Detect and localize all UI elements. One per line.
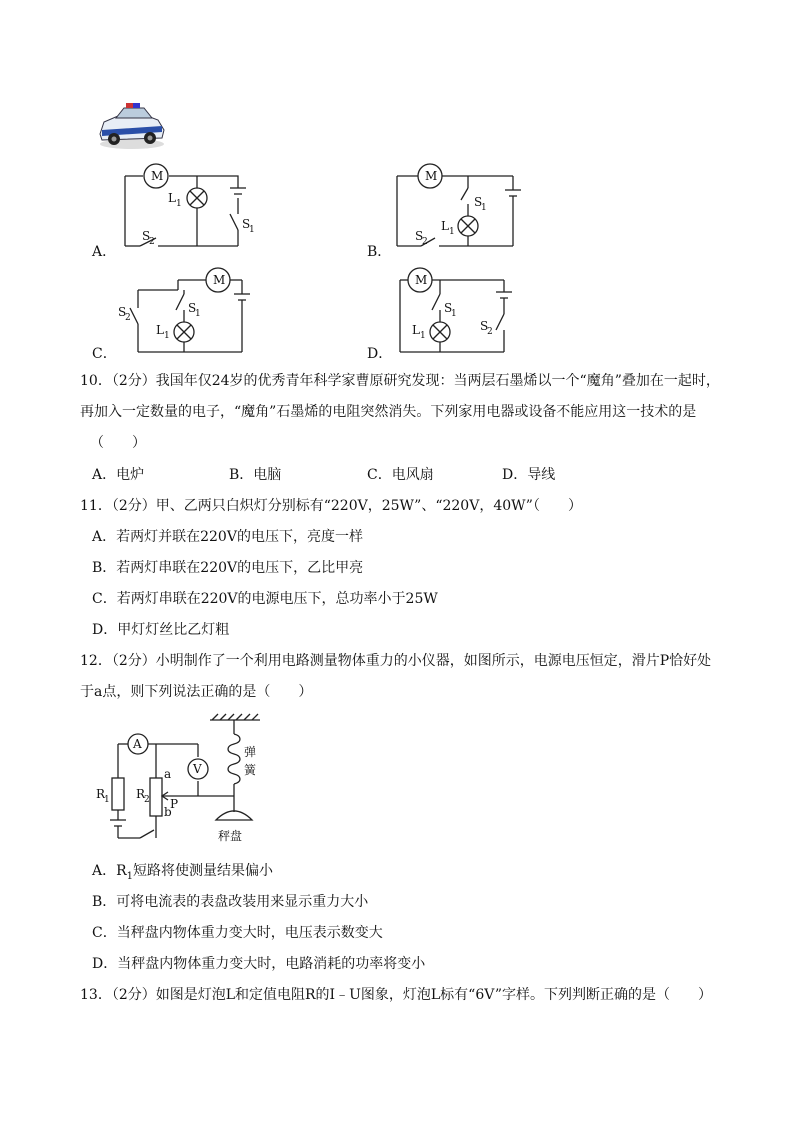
svg-text:S: S xyxy=(415,229,424,243)
option-c-label: C． xyxy=(92,346,117,362)
svg-text:1: 1 xyxy=(420,331,426,341)
q10-stem-line2: 再加入一定数量的电子，“魔角”石墨烯的电阻突然消失。下列家用电器或设备不能应用这一技术的是 xyxy=(80,404,697,420)
circuit-diagram-c xyxy=(118,264,248,356)
q12-option-d[interactable]: D．当秤盘内物体重力变大时，电路消耗的功率将变小 xyxy=(92,956,426,972)
q11-option-b[interactable]: B．若两灯串联在220V的电压下，乙比甲亮 xyxy=(92,560,364,576)
svg-text:L: L xyxy=(441,219,449,233)
svg-text:1: 1 xyxy=(449,227,455,237)
svg-text:R: R xyxy=(96,787,106,801)
police-car-image xyxy=(96,96,168,152)
q10-stem-line3: （ ） xyxy=(90,435,146,451)
svg-text:2: 2 xyxy=(487,327,493,337)
q11-option-d[interactable]: D．甲灯灯丝比乙灯粗 xyxy=(92,622,230,638)
svg-text:簧: 簧 xyxy=(244,763,257,777)
svg-text:S: S xyxy=(118,305,127,319)
q12-circuit-diagram xyxy=(96,714,276,850)
svg-text:1: 1 xyxy=(176,199,182,209)
q10-stem-line1: 10．（2分）我国年仅24岁的优秀青年科学家曹原研究发现：当两层石墨烯以一个“魔角”叠加在一起时， xyxy=(80,373,720,389)
svg-text:S: S xyxy=(188,301,197,315)
svg-text:弹: 弹 xyxy=(244,745,257,759)
svg-text:M: M xyxy=(213,273,226,287)
circuit-diagram-d xyxy=(398,264,518,356)
q13-stem: 13．（2分）如图是灯泡L和定值电阻R的I﹣U图象，灯泡L标有“6V”字样。下列判断正确的是（ ） xyxy=(80,987,713,1003)
svg-text:秤盘: 秤盘 xyxy=(218,829,243,843)
svg-text:1: 1 xyxy=(195,309,201,319)
q11-option-a[interactable]: A．若两灯并联在220V的电压下，亮度一样 xyxy=(92,529,363,545)
svg-text:L: L xyxy=(156,323,164,337)
svg-text:A: A xyxy=(133,737,142,751)
q12-option-a[interactable] xyxy=(92,861,273,887)
svg-text:1: 1 xyxy=(164,331,170,341)
svg-text:S: S xyxy=(480,319,489,333)
q12-stem-line2: 于a点，则下列说法正确的是（ ） xyxy=(80,684,313,700)
svg-text:2: 2 xyxy=(422,237,428,247)
q11-stem: 11．（2分）甲、乙两只白炽灯分别标有“220V，25W”、“220V，40W”（ ） xyxy=(80,498,582,514)
option-a-label: A． xyxy=(92,244,117,260)
option-b-label: B． xyxy=(367,244,392,260)
q12-option-c[interactable]: C．当秤盘内物体重力变大时，电压表示数变大 xyxy=(92,925,383,941)
svg-text:2: 2 xyxy=(125,313,131,323)
svg-text:L: L xyxy=(168,191,176,205)
q12-option-a-sub: 1 xyxy=(126,870,134,882)
svg-text:S: S xyxy=(142,229,151,243)
circuit-diagram-a xyxy=(118,160,258,252)
q11-option-c[interactable]: C．若两灯串联在220V的电源电压下，总功率小于25W xyxy=(92,591,438,607)
svg-text:M: M xyxy=(415,273,428,287)
svg-text:M: M xyxy=(425,169,438,183)
svg-text:2: 2 xyxy=(144,795,150,805)
svg-text:1: 1 xyxy=(451,309,457,319)
svg-text:V: V xyxy=(193,762,202,776)
svg-text:R: R xyxy=(136,787,146,801)
circuit-diagram-b xyxy=(395,160,525,252)
svg-text:P: P xyxy=(170,797,179,811)
svg-text:2: 2 xyxy=(149,237,155,247)
svg-text:L: L xyxy=(412,323,420,337)
q10-option-d[interactable]: D．导线 xyxy=(502,467,556,483)
q12-option-b[interactable]: B．可将电流表的表盘改装用来显示重力大小 xyxy=(92,894,369,910)
q12-option-a-post: 短路将使测量结果偏小 xyxy=(133,863,274,879)
q12-stem-line1: 12．（2分）小明制作了一个利用电路测量物体重力的小仪器，如图所示，电源电压恒定，滑片P恰好处 xyxy=(80,653,712,669)
svg-text:1: 1 xyxy=(481,203,487,213)
svg-text:b: b xyxy=(164,805,172,819)
svg-text:a: a xyxy=(164,767,172,781)
q10-option-c[interactable]: C．电风扇 xyxy=(367,467,434,483)
option-d-label: D． xyxy=(367,346,393,362)
q10-option-b[interactable]: B．电脑 xyxy=(229,467,282,483)
svg-text:M: M xyxy=(151,169,164,183)
svg-text:S: S xyxy=(474,195,483,209)
svg-text:S: S xyxy=(242,217,251,231)
svg-text:1: 1 xyxy=(249,225,255,235)
q10-option-a[interactable]: A．电炉 xyxy=(92,467,145,483)
svg-text:S: S xyxy=(444,301,453,315)
q12-option-a-pre: A．R xyxy=(92,863,127,879)
svg-text:1: 1 xyxy=(104,795,110,805)
